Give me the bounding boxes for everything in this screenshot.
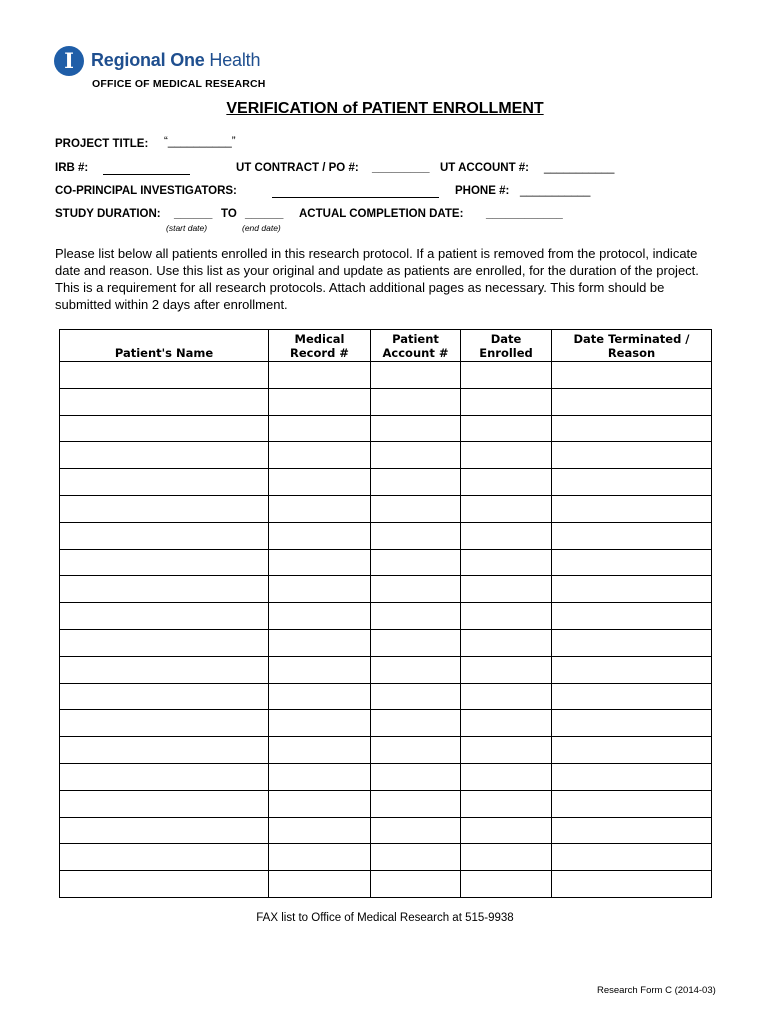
- duration-label: STUDY DURATION:: [55, 208, 161, 220]
- patient-account-cell[interactable]: [371, 415, 461, 442]
- form-title: VERIFICATION of PATIENT ENROLLMENT: [226, 100, 544, 117]
- irb-field[interactable]: [103, 173, 190, 175]
- patient-account-cell[interactable]: [371, 576, 461, 603]
- patient-name-cell[interactable]: [60, 871, 269, 898]
- date-terminated-cell[interactable]: [552, 790, 712, 817]
- phone-field[interactable]: ___________: [520, 185, 591, 197]
- date-terminated-cell[interactable]: [552, 871, 712, 898]
- patient-name-cell[interactable]: [60, 415, 269, 442]
- patient-account-cell[interactable]: [371, 790, 461, 817]
- patient-name-cell[interactable]: [60, 844, 269, 871]
- table-row: [60, 871, 712, 898]
- account-field[interactable]: ___________: [544, 162, 615, 174]
- date-enrolled-cell[interactable]: [461, 656, 552, 683]
- col-header-line1: Date Terminated /: [573, 331, 690, 346]
- patient-account-cell[interactable]: [371, 388, 461, 415]
- date-terminated-cell[interactable]: [552, 844, 712, 871]
- patient-account-cell[interactable]: [371, 737, 461, 764]
- patient-name-cell[interactable]: [60, 549, 269, 576]
- table-row: [60, 683, 712, 710]
- patient-account-cell[interactable]: [371, 656, 461, 683]
- date-enrolled-cell[interactable]: [461, 737, 552, 764]
- patient-account-cell[interactable]: [371, 871, 461, 898]
- date-enrolled-cell[interactable]: [461, 710, 552, 737]
- patient-name-cell[interactable]: [60, 522, 269, 549]
- patient-name-cell[interactable]: [60, 629, 269, 656]
- col-header-line1: Patient's Name: [114, 346, 214, 360]
- investigators-label: CO-PRINCIPAL INVESTIGATORS:: [55, 185, 237, 197]
- date-terminated-cell[interactable]: [552, 576, 712, 603]
- patient-name-cell[interactable]: [60, 656, 269, 683]
- brand-light: Health: [204, 50, 261, 70]
- patient-name-cell[interactable]: [60, 495, 269, 522]
- patient-name-cell[interactable]: [60, 817, 269, 844]
- table-header-row: [60, 330, 712, 362]
- date-enrolled-cell[interactable]: [461, 871, 552, 898]
- col-header-line1: Patient: [392, 331, 439, 346]
- medical-record-cell[interactable]: [269, 710, 371, 737]
- date-enrolled-cell[interactable]: [461, 629, 552, 656]
- patient-account-cell[interactable]: [371, 710, 461, 737]
- table-row: [60, 844, 712, 871]
- patient-name-cell[interactable]: [60, 737, 269, 764]
- table-row: [60, 790, 712, 817]
- date-enrolled-cell[interactable]: [461, 362, 552, 389]
- date-enrolled-cell[interactable]: [461, 442, 552, 469]
- logo-letter: I: [64, 48, 74, 73]
- date-terminated-cell[interactable]: [552, 549, 712, 576]
- medical-record-cell[interactable]: [269, 522, 371, 549]
- medical-record-cell[interactable]: [269, 442, 371, 469]
- medical-record-cell[interactable]: [269, 576, 371, 603]
- patient-name-cell[interactable]: [60, 362, 269, 389]
- patient-table: [59, 329, 712, 898]
- irb-label: IRB #:: [55, 162, 89, 174]
- medical-record-cell[interactable]: [269, 362, 371, 389]
- patient-account-cell[interactable]: [371, 603, 461, 630]
- date-enrolled-cell[interactable]: [461, 844, 552, 871]
- phone-label: PHONE #:: [455, 185, 510, 197]
- date-terminated-cell[interactable]: [552, 415, 712, 442]
- table-row: [60, 442, 712, 469]
- col-date-enrolled: [461, 330, 552, 362]
- patient-account-cell[interactable]: [371, 495, 461, 522]
- to-label: TO: [221, 208, 237, 220]
- date-terminated-cell[interactable]: [552, 522, 712, 549]
- brand-bold: Regional One: [91, 50, 205, 70]
- date-enrolled-cell[interactable]: [461, 415, 552, 442]
- col-header-line2: Reason: [607, 345, 656, 360]
- project-title-label: PROJECT TITLE:: [55, 138, 149, 150]
- form-footer: Research Form C (2014-03): [597, 985, 716, 996]
- medical-record-cell[interactable]: [269, 817, 371, 844]
- table-row: [60, 576, 712, 603]
- date-terminated-cell[interactable]: [552, 629, 712, 656]
- patient-account-cell[interactable]: [371, 683, 461, 710]
- brand-name: [91, 50, 260, 71]
- medical-record-cell[interactable]: [269, 629, 371, 656]
- table-row: [60, 495, 712, 522]
- end-date-hint: (end date): [242, 223, 281, 233]
- table-row: [60, 469, 712, 496]
- date-terminated-cell[interactable]: [552, 362, 712, 389]
- office-name: OFFICE OF MEDICAL RESEARCH: [92, 78, 266, 90]
- project-title-field[interactable]: “__________”: [164, 136, 236, 148]
- patient-account-cell[interactable]: [371, 844, 461, 871]
- date-terminated-cell[interactable]: [552, 656, 712, 683]
- date-enrolled-cell[interactable]: [461, 603, 552, 630]
- date-terminated-cell[interactable]: [552, 683, 712, 710]
- patient-account-cell[interactable]: [371, 629, 461, 656]
- col-header-line2: Enrolled: [479, 345, 533, 360]
- medical-record-cell[interactable]: [269, 469, 371, 496]
- col-header-line2: Record #: [290, 345, 349, 360]
- medical-record-cell[interactable]: [269, 790, 371, 817]
- medical-record-cell[interactable]: [269, 737, 371, 764]
- date-enrolled-cell[interactable]: [461, 576, 552, 603]
- medical-record-cell[interactable]: [269, 495, 371, 522]
- date-terminated-cell[interactable]: [552, 495, 712, 522]
- medical-record-cell[interactable]: [269, 683, 371, 710]
- date-terminated-cell[interactable]: [552, 469, 712, 496]
- table-row: [60, 415, 712, 442]
- patient-account-cell[interactable]: [371, 763, 461, 790]
- table-row: [60, 763, 712, 790]
- table-row: [60, 817, 712, 844]
- col-patient-account: [371, 330, 461, 362]
- medical-record-cell[interactable]: [269, 603, 371, 630]
- table-body: [60, 362, 712, 898]
- medical-record-cell[interactable]: [269, 871, 371, 898]
- medical-record-cell[interactable]: [269, 656, 371, 683]
- table-row: [60, 656, 712, 683]
- date-enrolled-cell[interactable]: [461, 469, 552, 496]
- date-terminated-cell[interactable]: [552, 817, 712, 844]
- date-enrolled-cell[interactable]: [461, 522, 552, 549]
- date-enrolled-cell[interactable]: [461, 549, 552, 576]
- patient-name-cell[interactable]: [60, 603, 269, 630]
- patient-name-cell[interactable]: [60, 388, 269, 415]
- duration-end-field[interactable]: ______: [245, 208, 284, 220]
- col-header-line2: Account #: [382, 345, 449, 360]
- date-enrolled-cell[interactable]: [461, 790, 552, 817]
- table-row: [60, 549, 712, 576]
- col-medical-record: [269, 330, 371, 362]
- date-enrolled-cell[interactable]: [461, 495, 552, 522]
- col-date-terminated: [552, 330, 712, 362]
- col-header-line1: Medical: [294, 331, 345, 346]
- contract-field[interactable]: _________: [372, 162, 430, 174]
- table-row: [60, 737, 712, 764]
- col-patient-name: [60, 330, 269, 362]
- table-row: [60, 362, 712, 389]
- patient-account-cell[interactable]: [371, 362, 461, 389]
- date-terminated-cell[interactable]: [552, 737, 712, 764]
- instructions-paragraph: Please list below all patients enrolled in this research protocol. If a patient is removed from the protocol, indicate date and reason. Use this list as your original and update as patients are enrolled, for the duration of the project. This is a requirement for all research protocols. Attach additional pages as necessary. This form should be submitted within 2 days after enrollment.: [55, 246, 699, 312]
- patient-name-cell[interactable]: [60, 763, 269, 790]
- patient-account-cell[interactable]: [371, 442, 461, 469]
- date-enrolled-cell[interactable]: [461, 683, 552, 710]
- patient-name-cell[interactable]: [60, 469, 269, 496]
- table-row: [60, 603, 712, 630]
- date-terminated-cell[interactable]: [552, 710, 712, 737]
- medical-record-cell[interactable]: [269, 415, 371, 442]
- contract-label: UT CONTRACT / PO #:: [236, 162, 359, 174]
- table-row: [60, 522, 712, 549]
- table-row: [60, 710, 712, 737]
- date-enrolled-cell[interactable]: [461, 817, 552, 844]
- patient-account-cell[interactable]: [371, 522, 461, 549]
- medical-record-cell[interactable]: [269, 388, 371, 415]
- completion-field[interactable]: ____________: [486, 208, 563, 220]
- patient-account-cell[interactable]: [371, 549, 461, 576]
- date-terminated-cell[interactable]: [552, 603, 712, 630]
- medical-record-cell[interactable]: [269, 763, 371, 790]
- start-date-hint: (start date): [166, 223, 208, 233]
- investigators-field[interactable]: [272, 196, 439, 198]
- logo-icon: [54, 46, 84, 76]
- table-row: [60, 388, 712, 415]
- medical-record-cell[interactable]: [269, 549, 371, 576]
- patient-account-cell[interactable]: [371, 817, 461, 844]
- patient-name-cell[interactable]: [60, 442, 269, 469]
- date-terminated-cell[interactable]: [552, 388, 712, 415]
- patient-name-cell[interactable]: [60, 710, 269, 737]
- fax-note: FAX list to Office of Medical Research at 515-9938: [256, 912, 514, 924]
- date-terminated-cell[interactable]: [552, 442, 712, 469]
- col-header-line1: Date: [490, 331, 522, 346]
- date-enrolled-cell[interactable]: [461, 763, 552, 790]
- completion-label: ACTUAL COMPLETION DATE:: [299, 208, 464, 220]
- patient-name-cell[interactable]: [60, 576, 269, 603]
- patient-name-cell[interactable]: [60, 683, 269, 710]
- duration-start-field[interactable]: ______: [174, 208, 213, 220]
- patient-account-cell[interactable]: [371, 469, 461, 496]
- account-label: UT ACCOUNT #:: [440, 162, 530, 174]
- patient-name-cell[interactable]: [60, 790, 269, 817]
- date-enrolled-cell[interactable]: [461, 388, 552, 415]
- medical-record-cell[interactable]: [269, 844, 371, 871]
- date-terminated-cell[interactable]: [552, 763, 712, 790]
- table-row: [60, 629, 712, 656]
